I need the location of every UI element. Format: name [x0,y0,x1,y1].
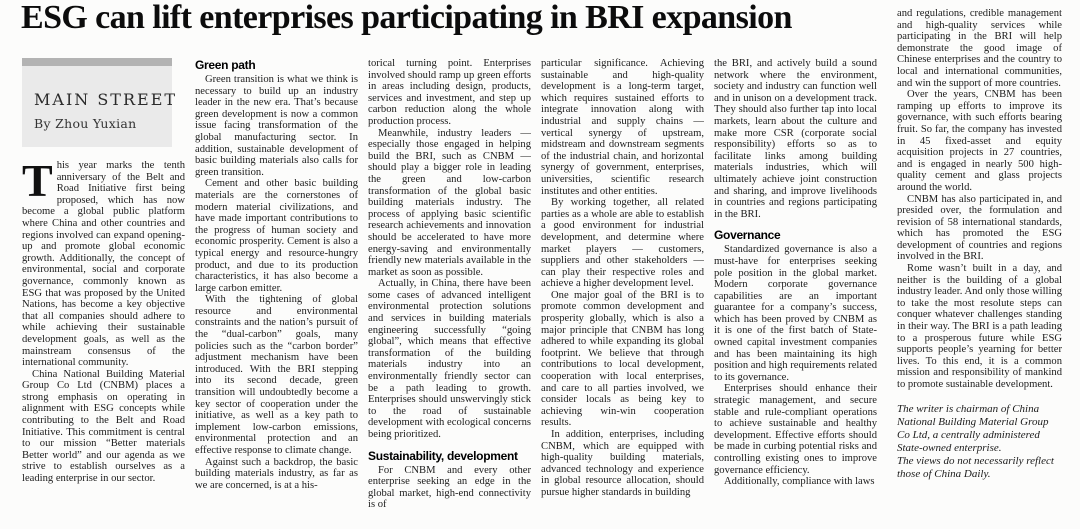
column-3-body [368,58,531,511]
article-paragraph: the BRI, and actively build a sound network where the environment, society and industry can function well and in unison on a development track. They should also further tap into local markets, learn about the culture and make more CSR (corporate social responsibility) efforts so as to facilitate links among building materials industries, which will ultimately achieve joint construction and sharing, and improve livelihoods in countries and regions participating in the BRI. [714,58,877,220]
column-6-body [897,8,1062,481]
section-heading: Sustainability, development [368,448,518,463]
article-paragraph: Against such a backdrop, the basic building materials industry, as far as we are concerned, is at a his- [195,456,358,491]
section-heading: Governance [714,228,781,243]
article-paragraph: Green transition is what we think is necessary to build up an industry leader in the new era. That’s because green development is now a common issue facing transformation of the global manufacturing sector. In addition, sustainable development of basic building materials also calls for green transition. [195,74,358,178]
column-5-body [714,58,877,488]
article-paragraph: particular significance. Achieving sustainable and high-quality development is a long-term target, which requires sustained efforts to integrate innovation along with industrial and supply chains — vertical synergy of upstream, midstream and downstream segments of the industrial chain, and horizontal synergy of government, enterprises, universities, scientific research institutes and other entities. [541,58,704,197]
writer-credit: The views do not necessarily reflect those of China Daily. [897,454,1054,480]
article-paragraph: China National Building Material Group Co Ltd (CNBM) places a strong emphasis on operating in alignment with ESG concepts while contributing to the Belt and Road Initiative. This commitment is central to our mission “Better materials Better world” and our agenda as we strive to establish ourselves as a leading enterprise in our sector. [22,368,185,485]
article-headline: ESG can lift enterprises participating in BRI expansion [21,0,792,36]
article-paragraph: Over the years, CNBM has been ramping up efforts to improve its governance, with such efforts bearing fruit. So far, the company has invested in 45 fixed-asset and equity acquisition projects in 27 countries, and is engaged in nearly 500 high-quality cement and glass projects around the world. [897,89,1062,193]
masthead-inner [22,66,178,147]
article-paragraph: Additionally, compliance with laws [724,476,875,488]
article-paragraph: Standardized governance is also a must-have for enterprises seeking pole position in the global market. Modern corporate governance capabilities are an important guarantee for a company’s success, which has been proved by CNBM as it is one of the first batch of State-owned capital investment companies and has been maintaining its high position and high requirements related to its governance. [714,244,877,383]
article-paragraph: In addition, enterprises, including CNBM, which are equipped with high-quality building materials, advanced technology and experience in global resource allocation, should pursue higher standards in building [541,429,704,498]
column-2 [195,58,358,529]
main-street-box [22,58,178,147]
article-paragraph: By working together, all related parties as a whole are able to establish a good environment for industrial development, and determine where market players — customers, suppliers and other stakeholders — can play their respective roles and achieve a higher development level. [541,197,704,290]
column-2-body [195,58,358,491]
column-4 [541,58,704,529]
article-paragraph: One major goal of the BRI is to promote common development and prosperity globally, which is also a major principle that CNBM has long adhered to while expanding its global footprint. We believe that through contributions to local development, cooperation with local enterprises, and care to all parties involved, we consider locals as being key to achieving win-win cooperation results. [541,289,704,429]
byline: By Zhou Yuxian [34,116,137,131]
article-paragraph: This year marks the tenth anniversary of the Belt and Road Initiative first being proposed, which has now become a global public platform where China and other countries and regions involved can expand opening-up and promote global economic growth. Additionally, the concept of environmental, social and corporate governance, commonly known as ESG that was proposed by the United Nations, has become a key objective that all companies should adhere to while achieving their sustainable development goals, as well as the mainstream consensus of the international community. [22,155,185,369]
article-paragraph: Cement and other basic building materials are the cornerstones of modern material civilizations, and have made important contributions to the progress of human society and economic prosperity. Cement is also a typical energy and resource-hungry product, and due to its production characteristics, it has also become a large carbon emitter. [195,178,358,294]
writer-credit: The writer is chairman of China National Building Material Group Co Ltd, a centrally administered State-owned enterprise. [897,402,1049,454]
article-paragraph: Enterprises should enhance their strategic management, and secure stable and rule-compliant operations to achieve sustainable and healthy development. Effective efforts should be made in curbing potential risks and controlling existing ones to improve governance efficiency. [714,383,877,476]
article-paragraph: Meanwhile, industry leaders — especially those engaged in helping build the BRI, such as CNBM — should play a bigger role in leading the green and low-carbon transformation of the global basic building materials industry. The process of applying basic scientific research achievements and innovation should be accelerated to have more energy-saving and environmentally friendly new materials available in the market as soon as possible. [368,127,531,278]
column-3 [368,58,531,529]
article-paragraph: With the tightening of global resource and environmental constraints and the nation’s pursuit of the “dual-carbon” goals, many policies such as the “carbon border” adjustment mechanism have been introduced. With the BRI stepping into its second decade, green transition will undoubtedly become a key sector of cooperation under the initiative, as well as a key path to implement low-carbon emissions, environmental protection and an effective response to climate change. [195,294,358,456]
column-5 [714,58,877,529]
column-1-body [22,155,185,485]
column-6 [897,8,1062,529]
masthead-top-bar [22,58,172,66]
column-kicker: MAIN STREET [34,90,178,109]
article-paragraph: Rome wasn’t built in a day, and neither is the building of a global industry leader. And only those willing to take the most resolute steps can conquer whatever challenges standing in their way. The BRI is a path leading to a prosperous future while ESG supports people’s yearning for better lives. To this end, it is a common mission and responsibility of mankind to promote sustainable development. [897,263,1062,390]
article-paragraph: and regulations, credible management and high-quality services while participating in the BRI will help demonstrate the good image of Chinese enterprises and the country to local and international communities, and win the support of more countries. [897,8,1062,89]
column-1 [22,58,185,529]
section-heading: Green path [195,58,256,72]
article-paragraph: Actually, in China, there have been some cases of advanced intelligent environmental protection solutions and services in building materials engineering successfully “going global”, which means that effective transformation of the building materials industry into an environmentally friendly sector can be a path leading to growth. Enterprises should unswervingly stick to the road of sustainable development with ecological concerns being prioritized. [368,278,531,440]
drop-cap: T [22,155,53,206]
column-4-body [541,58,704,499]
article-paragraph: For CNBM and every other enterprise seeking an edge in the global market, high-end connectivity is of [368,464,531,511]
article-paragraph: CNBM has also participated in, and presided over, the formulation and revision of 58 international standards, which has promoted the ESG development of countries and regions involved in the BRI. [897,193,1062,263]
article-paragraph: torical turning point. Enterprises involved should ramp up green efforts in areas including design, products, services and investment, and step up carbon reduction along the whole production process. [368,58,531,127]
